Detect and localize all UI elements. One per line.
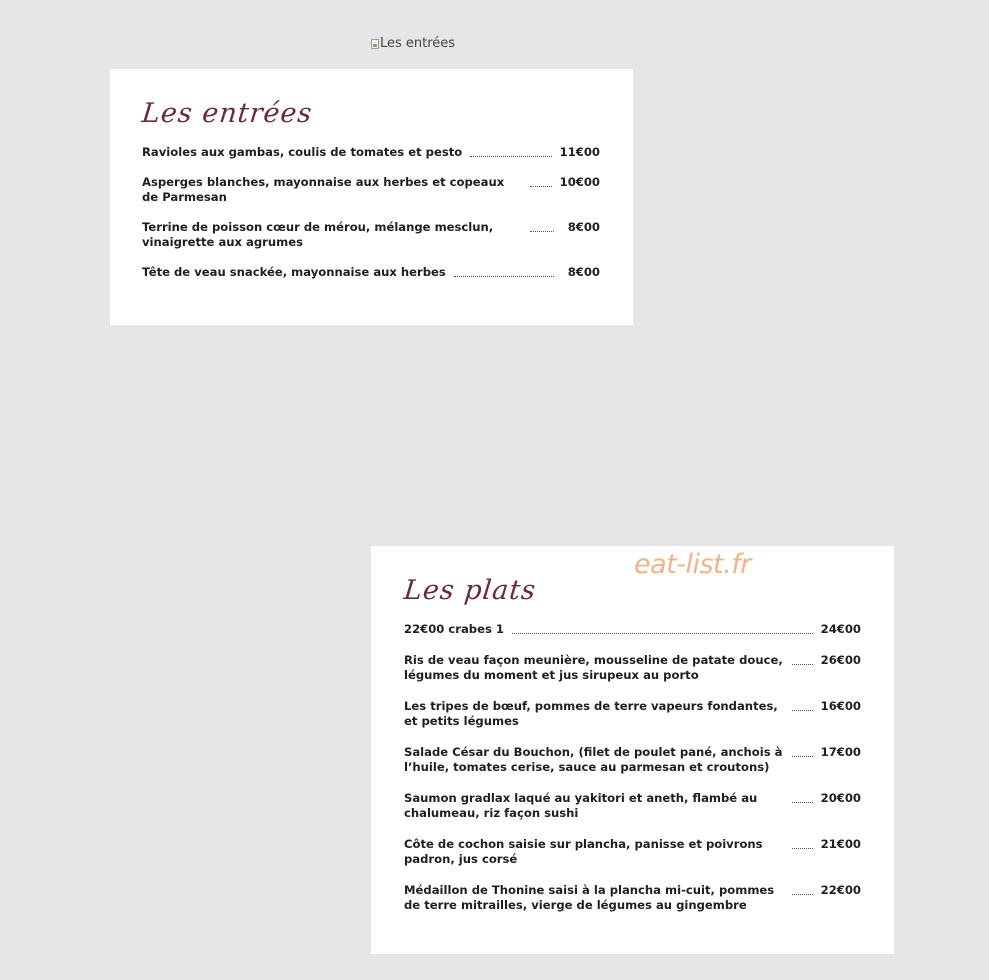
menu-item-price: 20€00 — [820, 791, 861, 805]
broken-image-icon — [371, 39, 379, 49]
leader-dots — [470, 145, 551, 157]
leader-dots — [530, 175, 552, 187]
leader-dots — [512, 622, 813, 634]
menu-card-entrees — [110, 69, 633, 325]
menu-item — [142, 145, 600, 160]
menu-item-price: 10€00 — [559, 175, 600, 189]
leader-dots — [792, 653, 813, 665]
broken-image-placeholder — [371, 36, 455, 51]
menu-item-price: 24€00 — [820, 622, 861, 636]
menu-item-name: Tête de veau snackée, mayonnaise aux herbes — [142, 265, 446, 279]
menu-item-price: 21€00 — [820, 837, 861, 851]
leader-dots — [792, 883, 813, 895]
leader-dots — [792, 699, 813, 711]
menu-item-name: Asperges blanches, mayonnaise aux herbes et copeaux de Parmesan — [142, 175, 505, 204]
menu-item — [404, 653, 861, 683]
menu-item — [142, 220, 600, 250]
menu-item-name: Médaillon de Thonine saisi à la plancha mi-cuit, pommes de terre mitrailles, vierge de légumes au gingembre — [404, 883, 775, 912]
menu-item-name: Les tripes de bœuf, pommes de terre vapeurs fondantes, et petits légumes — [404, 699, 778, 728]
menu-item-name: Saumon gradlax laqué au yakitori et aneth, flambé au chalumeau, riz façon sushi — [404, 791, 758, 820]
menu-item-name: 22€00 crabes 1 — [404, 622, 504, 636]
leader-dots — [454, 265, 554, 277]
menu-item — [404, 791, 861, 821]
menu-item-price: 8€00 — [567, 265, 600, 279]
menu-item — [404, 622, 861, 637]
leader-dots — [792, 837, 813, 849]
menu-item — [404, 837, 861, 867]
menu-item — [404, 745, 861, 775]
menu-item — [142, 265, 600, 280]
menu-item-price: 11€00 — [559, 145, 600, 159]
leader-dots — [530, 220, 554, 232]
menu-item — [404, 883, 861, 913]
leader-dots — [792, 745, 813, 757]
menu-item — [142, 175, 600, 205]
menu-item-name: Ris de veau façon meunière, mousseline de patate douce, légumes du moment et jus sirupeux au porto — [404, 653, 783, 682]
watermark-text: eat-list.fr — [634, 549, 751, 580]
menu-item-name: Salade César du Bouchon, (filet de poulet pané, anchois à l’huile, tomates cerise, sauce au parmesan et croutons) — [404, 745, 783, 774]
menu-item — [404, 699, 861, 729]
section-title-plats: Les plats — [402, 575, 538, 606]
section-title-entrees: Les entrées — [140, 98, 314, 129]
menu-list-entrees — [142, 145, 600, 280]
leader-dots — [792, 791, 813, 803]
menu-item-name: Ravioles aux gambas, coulis de tomates et pesto — [142, 145, 463, 159]
menu-item-price: 16€00 — [820, 699, 861, 713]
menu-card-plats — [371, 546, 894, 954]
broken-image-alt-text: Les entrées — [380, 36, 456, 51]
menu-item-price: 26€00 — [820, 653, 861, 667]
menu-item-price: 8€00 — [567, 220, 600, 234]
menu-list-plats — [404, 622, 861, 913]
menu-item-name: Côte de cochon saisie sur plancha, panisse et poivrons padron, jus corsé — [404, 837, 763, 866]
menu-item-price: 22€00 — [820, 883, 861, 897]
menu-item-name: Terrine de poisson cœur de mérou, mélange mesclun, vinaigrette aux agrumes — [142, 220, 494, 249]
menu-item-price: 17€00 — [820, 745, 861, 759]
